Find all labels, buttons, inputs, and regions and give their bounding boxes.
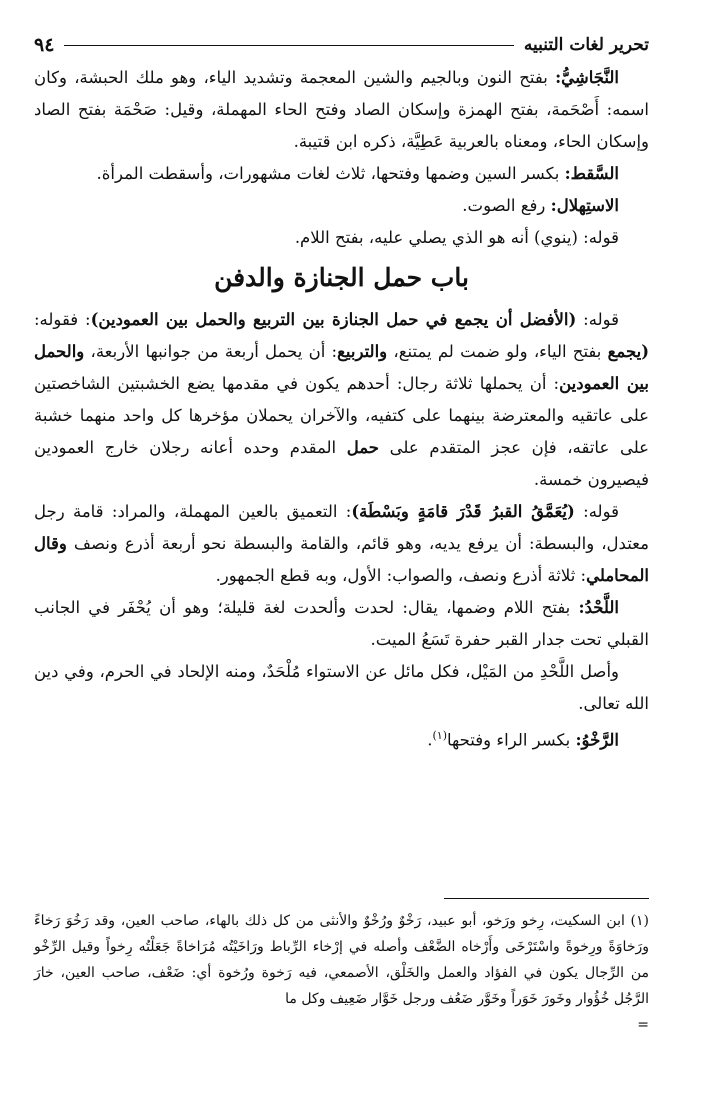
footnote-divider: [444, 898, 649, 899]
text-run: قوله:: [574, 502, 619, 521]
entry-text: بفتح اللام وضمها، يقال: لحدت وألحدت لغة قليلة؛ وهو أن يُحْفَر في الجانب القبلي تحت جدار القبر حفرة تَسَعُ الميت.: [34, 598, 649, 649]
quoted-phrase: (يُعَمَّقُ القبرُ قَدْرَ قامَةٍ وبَسْطَة): [351, 502, 575, 521]
footnote-ref[interactable]: (١): [432, 729, 448, 742]
running-title: تحرير لغات التنبيه: [523, 35, 649, 55]
quoted-word: (يجمع: [607, 342, 649, 361]
term-siqt: السَّقط:: [564, 164, 619, 183]
entry-najashi: [34, 62, 649, 158]
entry-istihlal: [34, 190, 649, 222]
entry-text: بكسر الراء وفتحها: [447, 730, 576, 750]
term-rakhw: الرَّخْوُ:: [575, 730, 619, 750]
entry-text: رفع الصوت.: [462, 196, 551, 215]
quoted-phrase: والحمل بين العمودين: [34, 342, 649, 393]
text-run: بفتح الياء، ولو ضمت لم يمتنع،: [387, 342, 608, 361]
entry-asl: وأصل اللَّحْدِ من المَيْل، فكل مائل عن الاستواء مُلْحَدٌ، ومنه الإلحاد في الحرم، وفي دين الله تعالى.: [34, 662, 649, 713]
text-run: قوله:: [576, 310, 620, 329]
header-rule: [64, 45, 513, 46]
term-istihlal: الاستِهلال:: [550, 196, 619, 215]
text-run: : فقوله:: [34, 310, 91, 329]
term-lahd: اللَّحْدُ:: [578, 598, 619, 617]
entry-rakhw: [34, 720, 649, 757]
entry-siqt: [34, 158, 649, 190]
term-najashi: النَّجَاشِيُّ:: [555, 68, 619, 87]
entry-text: .: [427, 730, 433, 750]
quoted-phrase: (الأفضل أن يجمع في حمل الجنازة بين التربيع والحمل بين العمودين): [90, 310, 577, 329]
entry-lahd: [34, 592, 649, 656]
page-header: [34, 32, 649, 58]
entry-yuammaq: [34, 496, 649, 592]
footnote-text: (١) ابن السكيت، رِخو ورَخو، أبو عبيد، رَخْوٌ ورُخْوٌ والأنثى من كل ذلك بالهاء، صاحب العين، وقد رَخُوَ رَخاءً ورَخاوَةً ورِخوةً واسْتَرْخَى وأَرْخاه الضَّعْف وأصله في إرْخاء الرِّباط ورَاخَيْتُه مُرَاخاةً جَعَلْتُه رِخواً وقيل الرِّخْو من الرِّجال يكون في الفؤاد والعمل والخَلْق، الأصمعي، فيه رَخوة ورُخوة أي: ضَعْف، صاحب العين، خارَ الرَّجُل خُؤُوار وخَورَ خَوَراً وخَوَّر ضَعُف ورجل خَوَّار ضَعِيف وكل ما: [34, 913, 649, 1007]
quoted-word: حمل: [346, 438, 380, 457]
quoted-word: والتربيع: [337, 342, 388, 361]
page-number: ٩٤: [34, 34, 55, 56]
text-run: : أن يحمل أربعة من جوانبها الأربعة،: [84, 342, 338, 361]
text-run: : ثلاثة أذرع ونصف، والصواب: الأول، وبه قطع الجمهور.: [215, 566, 587, 585]
chapter-title: باب حمل الجنازة والدفن: [214, 263, 469, 292]
entry-afdal: [34, 304, 649, 496]
entry-text: بفتح النون وبالجيم والشين المعجمة وتشديد الياء، وهو ملك الحبشة، وكان اسمه: أَصْحَمة، بفتح الهمزة وإسكان الصاد وفتح الحاء المهملة، وقيل: صَحْمَة بفتح الصاد وإسكان الحاء، ومعناه بالعربية عَطِيَّة، ذكره ابن قتيبة.: [34, 68, 649, 151]
text-run: : أن يحملها ثلاثة رجال: أحدهم يكون في مقدمها يضع الخشبتين الشاخصتين على عاتقيه والمعترضة بينهما على كتفيه، والآخران يحملان مؤخرها كل واحد منهما خشبة على عاتقه، فإن عجز المتقدم على: [34, 374, 650, 457]
entry-text: بكسر السين وضمها وفتحها، ثلاث لغات مشهورات، وأسقطت المرأة.: [96, 164, 565, 183]
quoted-phrase: وقال المحاملي: [34, 534, 649, 585]
text-run: المقدم وحده أعانه رجلان خارج العمودين فيصيرون خمسة.: [34, 438, 649, 489]
main-text: [34, 62, 649, 757]
text-run: : التعميق بالعين المهملة، والمراد: قامة رجل معتدل، والبسطة: أن يرفع يديه، وهو قائم، والقامة والبسطة نحو أربعة أذرع ونصف: [34, 502, 649, 553]
continuation-mark: =: [637, 1017, 649, 1033]
entry-yanwi: قوله: (ينوي) أنه هو الذي يصلي عليه، بفتح اللام.: [294, 228, 619, 247]
footnote: [34, 908, 649, 1038]
